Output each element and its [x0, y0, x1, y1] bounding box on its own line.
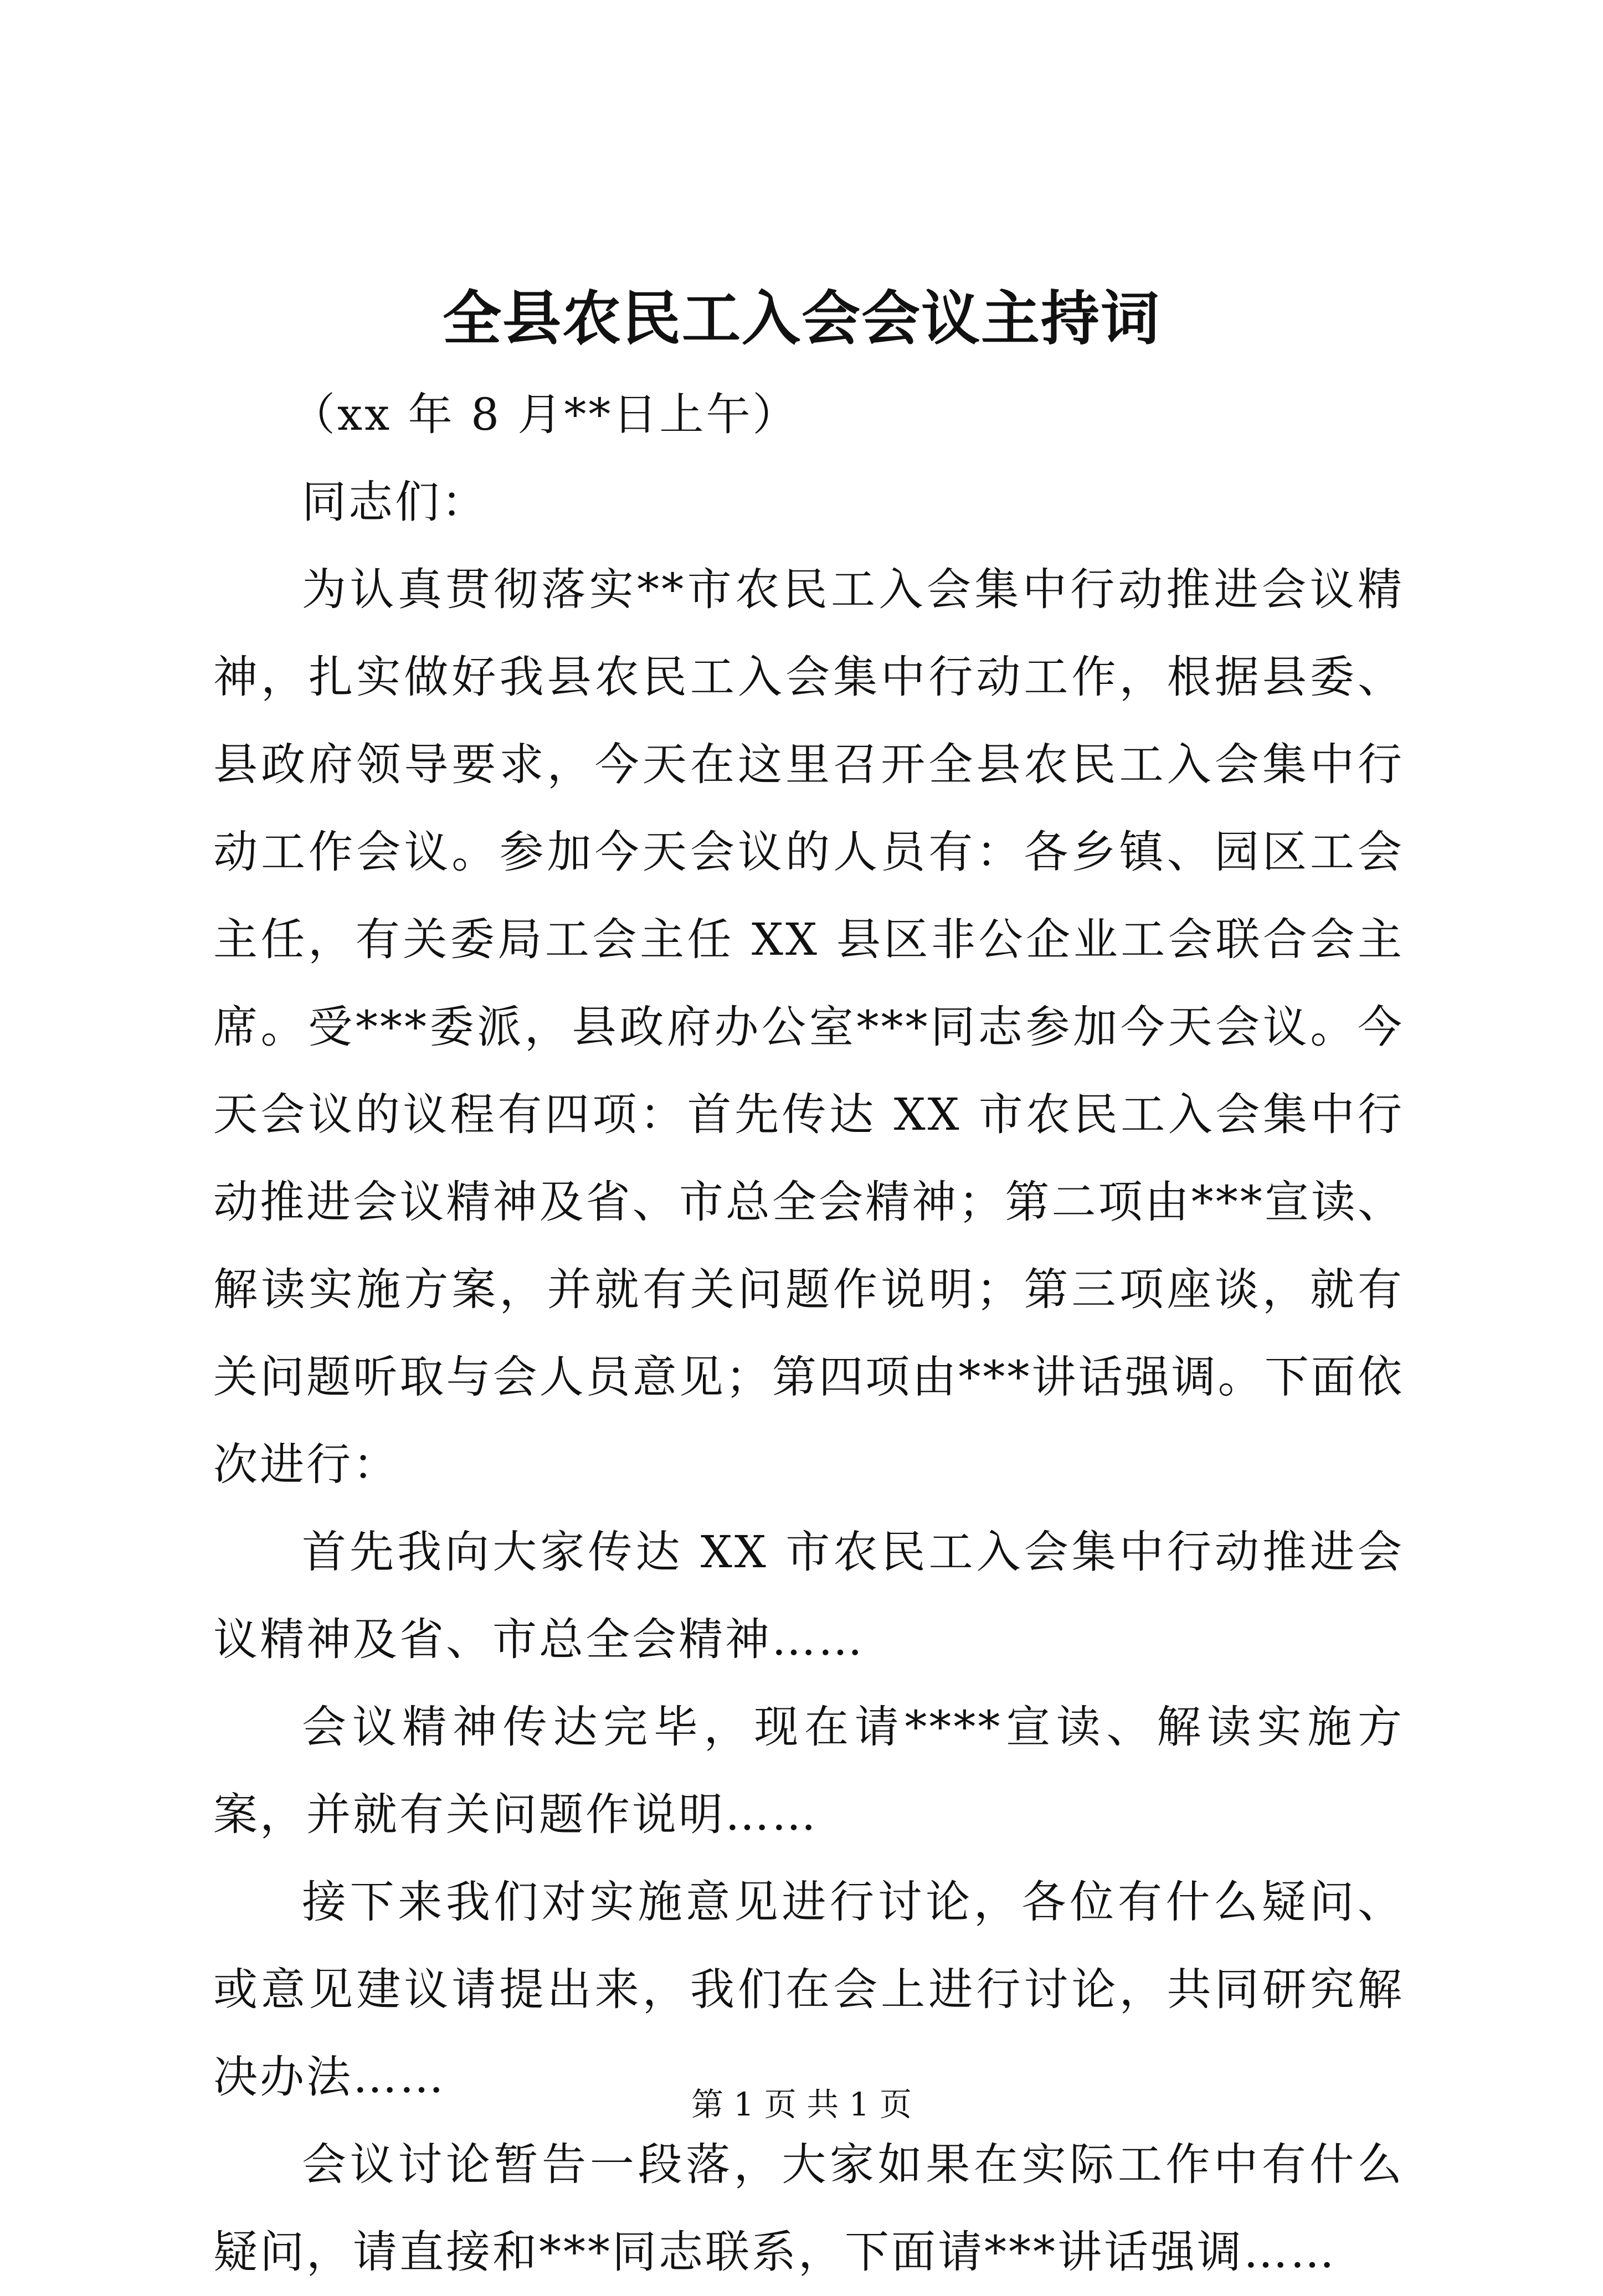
date-line: （xx 年 8 月**日上午）	[291, 389, 799, 440]
page-footer: 第 1 页 共 1 页	[691, 2086, 912, 2123]
paragraph-discussion: 接下来我们对实施意见进行讨论，各位有什么疑问、或意见建议请提出来，我们在会上进行讨论，共同研究解决办法……	[213, 1876, 1404, 2103]
salutation: 同志们：	[302, 476, 488, 528]
paragraph-convey-spirit: 首先我向大家传达 XX 市农民工入会集中行动推进会议精神及省、市总全会精神……	[213, 1526, 1404, 1665]
document-title: 全县农民工入会会议主持词	[443, 284, 1160, 353]
document-body	[213, 371, 1404, 2296]
paragraph-plan-reading: 会议精神传达完毕，现在请****宣读、解读实施方案，并就有关问题作说明……	[213, 1701, 1404, 1840]
paragraph-closing: 会议讨论暂告一段落，大家如果在实际工作中有什么疑问，请直接和***同志联系，下面请***讲话强调……	[213, 2139, 1404, 2278]
paragraph-intro: 为认真贯彻落实**市农民工入会集中行动推进会议精神，扎实做好我县农民工入会集中行动工作，根据县委、县政府领导要求，今天在这里召开全县农民工入会集中行动工作会议。参加今天会议的人员有：各乡镇、园区工会主任，有关委局工会主任 XX 县区非公企业工会联合会主席。受***委派，县政府办公室***同志参加今天会议。今天会议的议程有四项：首先传达 XX 市农民工入会集中行动推进会议精神及省、市总全会精神；第二项由***宣读、解读实施方案，并就有关问题作说明；第三项座谈，就有关问题听取与会人员意见；第四项由***讲话强调。下面依次进行：	[213, 564, 1404, 1490]
